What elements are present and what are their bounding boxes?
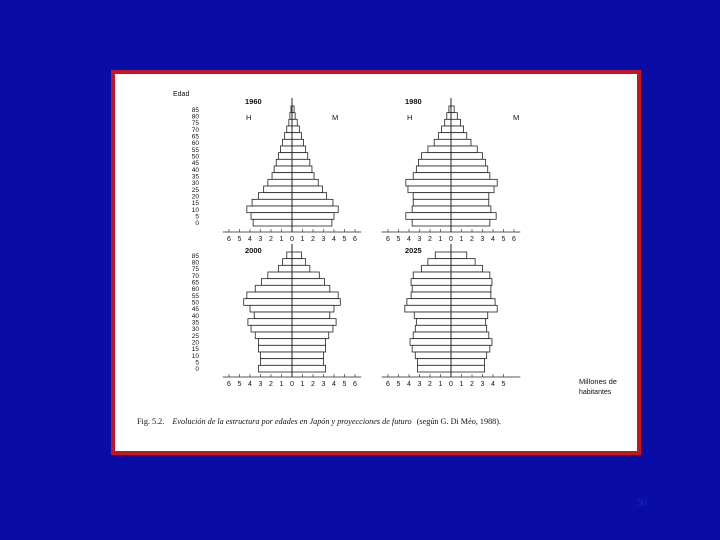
male-bar (413, 193, 451, 200)
female-bar (451, 186, 494, 193)
male-bar (254, 312, 292, 319)
female-bar (451, 113, 457, 120)
age-tick-label: 60 (191, 286, 199, 294)
x-tick-label: 6 (353, 236, 357, 243)
figure-frame (111, 70, 641, 455)
x-tick-label: 1 (279, 236, 284, 243)
age-tick-label: 45 (191, 160, 199, 168)
x-tick-label: 6 (227, 236, 231, 243)
male-bar (412, 345, 451, 352)
x-tick-label: 5 (396, 381, 401, 388)
male-bar (283, 139, 292, 146)
female-bar (451, 193, 489, 200)
x-tick-label: 5 (237, 381, 242, 388)
male-bar (405, 305, 451, 312)
age-tick-label: 70 (191, 126, 199, 134)
female-bar (292, 179, 318, 186)
female-bar (451, 139, 471, 146)
age-tick-label: 0 (195, 366, 199, 374)
male-bar (412, 219, 451, 226)
x-tick-label: 1 (300, 236, 305, 243)
age-tick-label: 10 (191, 206, 199, 214)
female-bar (451, 213, 496, 220)
male-bar (438, 133, 451, 140)
age-tick-label: 75 (191, 120, 199, 128)
male-bar (244, 299, 292, 306)
male-bar (412, 285, 451, 292)
age-tick-label: 15 (191, 346, 199, 354)
male-bar (258, 339, 292, 346)
male-bar (287, 252, 292, 259)
female-bar (292, 325, 333, 332)
male-bar (247, 206, 292, 213)
age-tick-label: 85 (191, 252, 199, 260)
x-tick-label: 4 (332, 381, 336, 388)
male-bar (406, 179, 451, 186)
female-bar (451, 352, 487, 359)
female-bar (451, 153, 483, 160)
female-bar (292, 359, 324, 366)
x-tick-label: 6 (386, 381, 390, 388)
male-bar (418, 159, 451, 166)
x-tick-label: 3 (417, 236, 422, 243)
female-bar (292, 252, 301, 259)
panel-year-title: 1960 (245, 97, 262, 106)
female-bar (451, 146, 477, 153)
female-bar (451, 259, 475, 266)
age-tick-label: 35 (191, 173, 199, 181)
male-bar (287, 126, 292, 133)
female-bar (451, 159, 486, 166)
female-bar (292, 332, 329, 339)
age-tick-label: 45 (191, 306, 199, 314)
female-bar (451, 365, 485, 372)
x-tick-label: 4 (248, 236, 252, 243)
female-bar (451, 119, 460, 126)
age-tick-label: 30 (191, 180, 199, 188)
male-bar (414, 312, 451, 319)
male-label: H (246, 113, 252, 122)
female-bar (292, 312, 330, 319)
female-bar (451, 359, 485, 366)
male-bar (264, 186, 292, 193)
x-tick-label: 1 (459, 236, 464, 243)
x-tick-label: 4 (407, 381, 411, 388)
x-tick-label: 5 (501, 236, 506, 243)
x-tick-label: 2 (311, 236, 315, 243)
female-bar (451, 199, 489, 206)
female-bar (292, 219, 332, 226)
age-tick-label: 30 (191, 326, 199, 334)
x-tick-label: 6 (227, 381, 231, 388)
x-tick-label: 1 (438, 381, 443, 388)
female-bar (292, 153, 308, 160)
female-bar (451, 272, 490, 279)
female-bar (451, 299, 495, 306)
x-tick-label: 6 (386, 236, 390, 243)
female-bar (292, 159, 310, 166)
x-tick-label: 6 (353, 381, 357, 388)
x-tick-label: 3 (258, 381, 263, 388)
female-bar (451, 173, 490, 180)
x-tick-label: 2 (470, 381, 474, 388)
female-bar (451, 206, 491, 213)
male-bar (435, 252, 451, 259)
male-label: H (407, 113, 413, 122)
x-tick-label: 5 (501, 381, 506, 388)
age-tick-label: 50 (191, 299, 199, 307)
x-tick-label: 1 (279, 381, 284, 388)
age-tick-label: 0 (195, 220, 199, 228)
x-tick-label: 0 (290, 381, 294, 388)
female-bar (292, 365, 326, 372)
female-bar (451, 265, 483, 272)
male-bar (407, 299, 451, 306)
female-bar (451, 325, 487, 332)
age-tick-label: 75 (191, 266, 199, 274)
male-bar (250, 305, 292, 312)
male-bar (251, 213, 292, 220)
x-tick-label: 4 (248, 381, 252, 388)
female-bar (292, 126, 299, 133)
male-bar (258, 365, 292, 372)
female-label: M (332, 113, 339, 122)
caption-source: (según G. Di Méo, 1988). (416, 417, 502, 426)
female-bar (292, 213, 334, 220)
male-bar (413, 332, 451, 339)
male-bar (251, 325, 292, 332)
age-tick-label: 40 (191, 312, 199, 320)
female-bar (292, 193, 327, 200)
male-bar (413, 173, 451, 180)
x-tick-label: 3 (258, 236, 263, 243)
panel-year-title: 1980 (405, 97, 422, 106)
male-bar (268, 272, 292, 279)
male-bar (422, 265, 451, 272)
male-bar (283, 259, 292, 266)
x-tick-label: 2 (311, 381, 315, 388)
age-tick-label: 65 (191, 133, 199, 141)
age-tick-label: 55 (191, 146, 199, 154)
male-bar (447, 113, 451, 120)
female-bar (292, 166, 312, 173)
x-tick-label: 3 (417, 381, 422, 388)
x-tick-label: 0 (290, 236, 294, 243)
female-bar (451, 339, 492, 346)
female-bar (292, 272, 319, 279)
male-bar (278, 265, 292, 272)
x-tick-label: 0 (449, 381, 453, 388)
x-tick-label: 1 (459, 381, 464, 388)
age-tick-label: 10 (191, 352, 199, 360)
female-bar (451, 312, 488, 319)
male-bar (428, 146, 451, 153)
male-bar (434, 139, 451, 146)
caption-prefix: Fig. 5.2. (137, 417, 165, 426)
x-tick-label: 4 (491, 381, 495, 388)
female-bar (451, 179, 497, 186)
x-tick-label: 5 (237, 236, 242, 243)
female-bar (292, 199, 333, 206)
age-tick-label: 25 (191, 186, 199, 194)
male-bar (411, 279, 451, 286)
male-bar (276, 159, 292, 166)
female-bar (292, 119, 297, 126)
age-tick-label: 20 (191, 193, 199, 201)
male-bar (268, 179, 292, 186)
female-bar (292, 146, 306, 153)
male-bar (411, 292, 451, 299)
x-tick-label: 4 (407, 236, 411, 243)
male-bar (255, 285, 292, 292)
age-tick-label: 15 (191, 200, 199, 208)
female-bar (292, 305, 334, 312)
age-tick-label: 5 (195, 213, 199, 221)
female-bar (451, 345, 490, 352)
female-bar (292, 265, 310, 272)
female-bar (451, 332, 489, 339)
female-bar (292, 259, 306, 266)
male-bar (247, 292, 292, 299)
x-tick-label: 2 (428, 381, 432, 388)
female-bar (451, 279, 492, 286)
x-axis-label-line1: Millones de (579, 377, 617, 386)
male-bar (261, 352, 293, 359)
x-tick-label: 3 (321, 236, 326, 243)
x-axis-label-line2: habitantes (579, 389, 612, 396)
male-bar (258, 193, 292, 200)
slide-number: 30 (636, 497, 647, 509)
x-tick-label: 5 (342, 236, 347, 243)
male-bar (255, 332, 292, 339)
x-tick-label: 3 (321, 381, 326, 388)
male-bar (415, 325, 451, 332)
male-bar (413, 199, 451, 206)
age-tick-label: 50 (191, 153, 199, 161)
male-bar (272, 173, 292, 180)
female-bar (451, 292, 491, 299)
population-pyramids-figure (115, 74, 637, 451)
female-bar (292, 299, 340, 306)
age-tick-label: 70 (191, 272, 199, 280)
age-tick-label: 65 (191, 279, 199, 287)
female-bar (292, 173, 314, 180)
age-tick-label: 40 (191, 166, 199, 174)
age-tick-label: 25 (191, 332, 199, 340)
female-label: M (513, 113, 520, 122)
age-tick-label: 80 (191, 113, 199, 121)
male-bar (261, 359, 293, 366)
female-bar (292, 319, 336, 326)
female-bar (451, 166, 488, 173)
male-bar (417, 365, 451, 372)
male-bar (258, 345, 292, 352)
x-tick-label: 3 (480, 381, 485, 388)
age-tick-label: 5 (195, 359, 199, 367)
female-bar (292, 352, 324, 359)
female-bar (292, 206, 338, 213)
caption-title: Evolución de la estructura por edades en Japón y proyecciones de futuro (172, 417, 412, 426)
male-bar (415, 352, 451, 359)
x-tick-label: 1 (438, 236, 443, 243)
male-bar (445, 119, 451, 126)
age-tick-label: 80 (191, 259, 199, 267)
x-tick-label: 0 (449, 236, 453, 243)
male-bar (412, 206, 451, 213)
age-tick-label: 35 (191, 319, 199, 327)
age-tick-label: 60 (191, 140, 199, 148)
x-tick-label: 5 (396, 236, 401, 243)
male-bar (413, 272, 451, 279)
x-tick-label: 2 (470, 236, 474, 243)
x-tick-label: 4 (491, 236, 495, 243)
female-bar (451, 285, 491, 292)
age-tick-label: 55 (191, 292, 199, 300)
female-bar (292, 279, 325, 286)
male-bar (285, 133, 292, 140)
male-bar (422, 153, 451, 160)
male-bar (406, 213, 451, 220)
female-bar (292, 345, 326, 352)
female-bar (451, 319, 486, 326)
x-tick-label: 2 (269, 236, 273, 243)
female-bar (451, 305, 497, 312)
male-bar (417, 359, 451, 366)
male-bar (278, 153, 292, 160)
x-tick-label: 5 (342, 381, 347, 388)
male-bar (416, 319, 451, 326)
female-bar (292, 339, 326, 346)
male-bar (416, 166, 451, 173)
x-tick-label: 3 (480, 236, 485, 243)
male-bar (248, 319, 292, 326)
female-bar (292, 292, 338, 299)
x-tick-label: 1 (300, 381, 305, 388)
figure-caption (137, 417, 501, 426)
panel-year-title: 2000 (245, 246, 262, 255)
male-bar (253, 219, 292, 226)
x-tick-label: 2 (428, 236, 432, 243)
male-bar (280, 146, 292, 153)
age-tick-label: 20 (191, 339, 199, 347)
male-bar (442, 126, 451, 133)
female-bar (451, 252, 467, 259)
female-bar (292, 133, 301, 140)
male-bar (262, 279, 292, 286)
male-bar (408, 186, 451, 193)
female-bar (292, 139, 304, 146)
male-bar (274, 166, 292, 173)
panel-year-title: 2025 (405, 246, 422, 255)
female-bar (292, 186, 322, 193)
x-tick-label: 4 (332, 236, 336, 243)
male-bar (252, 199, 292, 206)
female-bar (451, 126, 464, 133)
female-bar (451, 219, 490, 226)
male-bar (428, 259, 451, 266)
age-axis-label: Edad (173, 91, 190, 98)
x-tick-label: 6 (512, 236, 516, 243)
female-bar (451, 133, 467, 140)
female-bar (292, 285, 330, 292)
x-tick-label: 2 (269, 381, 273, 388)
age-tick-label: 85 (191, 106, 199, 114)
male-bar (410, 339, 451, 346)
